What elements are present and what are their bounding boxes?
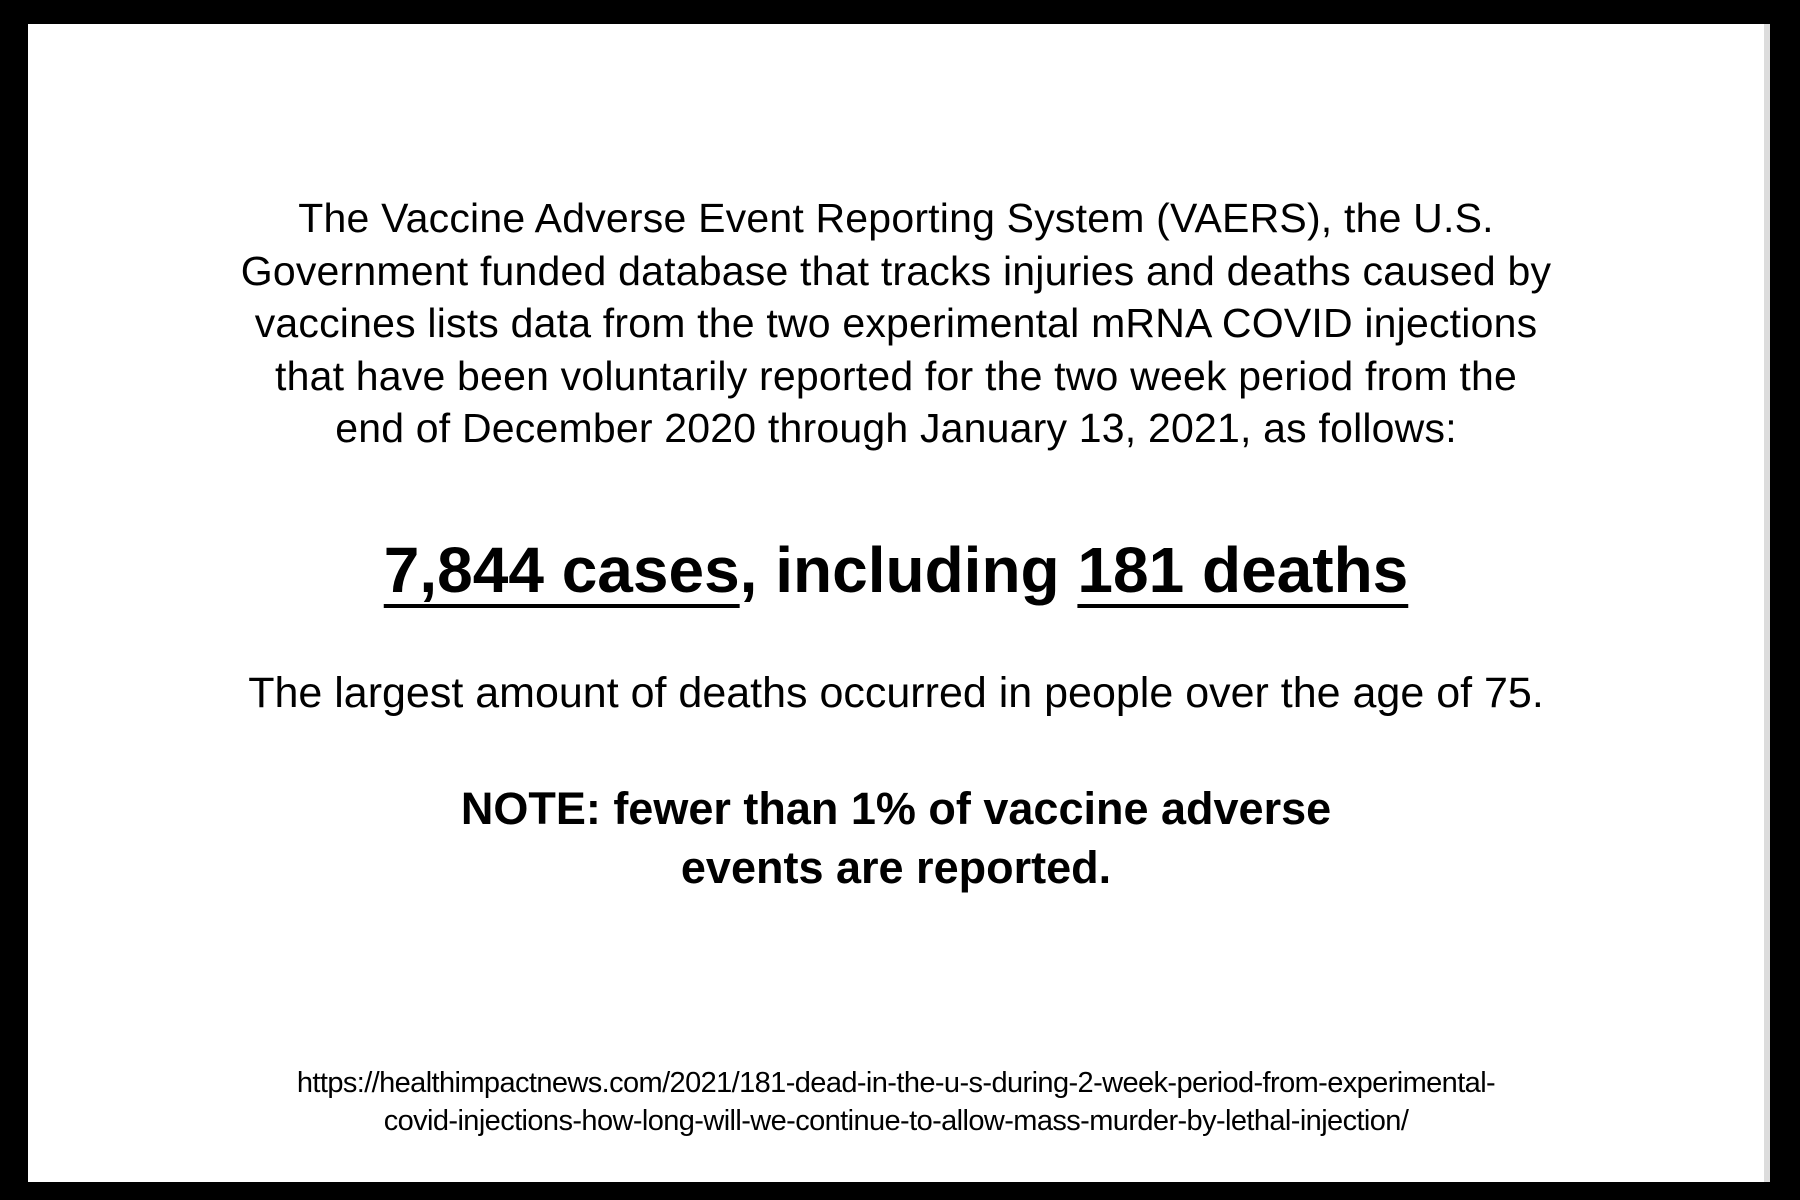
note-block xyxy=(28,779,1764,897)
intro-line: vaccines lists data from the two experimental mRNA COVID injections xyxy=(254,300,1538,346)
headline-connector: , including xyxy=(739,534,1078,606)
source-url-line: https://healthimpactnews.com/2021/181-dead-in-the-u-s-during-2-week-period-from-experimental- xyxy=(296,1067,1496,1099)
note-line: events are reported. xyxy=(680,842,1112,893)
intro-line: that have been voluntarily reported for the two week period from the xyxy=(274,352,1518,399)
note-line: NOTE: fewer than 1% of vaccine adverse xyxy=(460,783,1332,834)
cases-count: 7,844 cases xyxy=(383,534,740,606)
age-statement: The largest amount of deaths occurred in people over the age of 75. xyxy=(248,669,1544,717)
intro-paragraph xyxy=(148,192,1644,455)
intro-line: The Vaccine Adverse Event Reporting System (VAERS), the U.S. xyxy=(298,195,1494,241)
content-panel xyxy=(28,24,1770,1182)
source-url xyxy=(28,1064,1764,1140)
source-url-line: covid-injections-how-long-will-we-continue-to-allow-mass-murder-by-lethal-injection/ xyxy=(383,1105,1409,1137)
deaths-count: 181 deaths xyxy=(1077,534,1409,606)
intro-line: end of December 2020 through January 13, 2021, as follows: xyxy=(335,405,1457,451)
headline-statistic xyxy=(28,532,1764,608)
intro-line: Government funded database that tracks injuries and deaths caused by xyxy=(240,247,1552,294)
